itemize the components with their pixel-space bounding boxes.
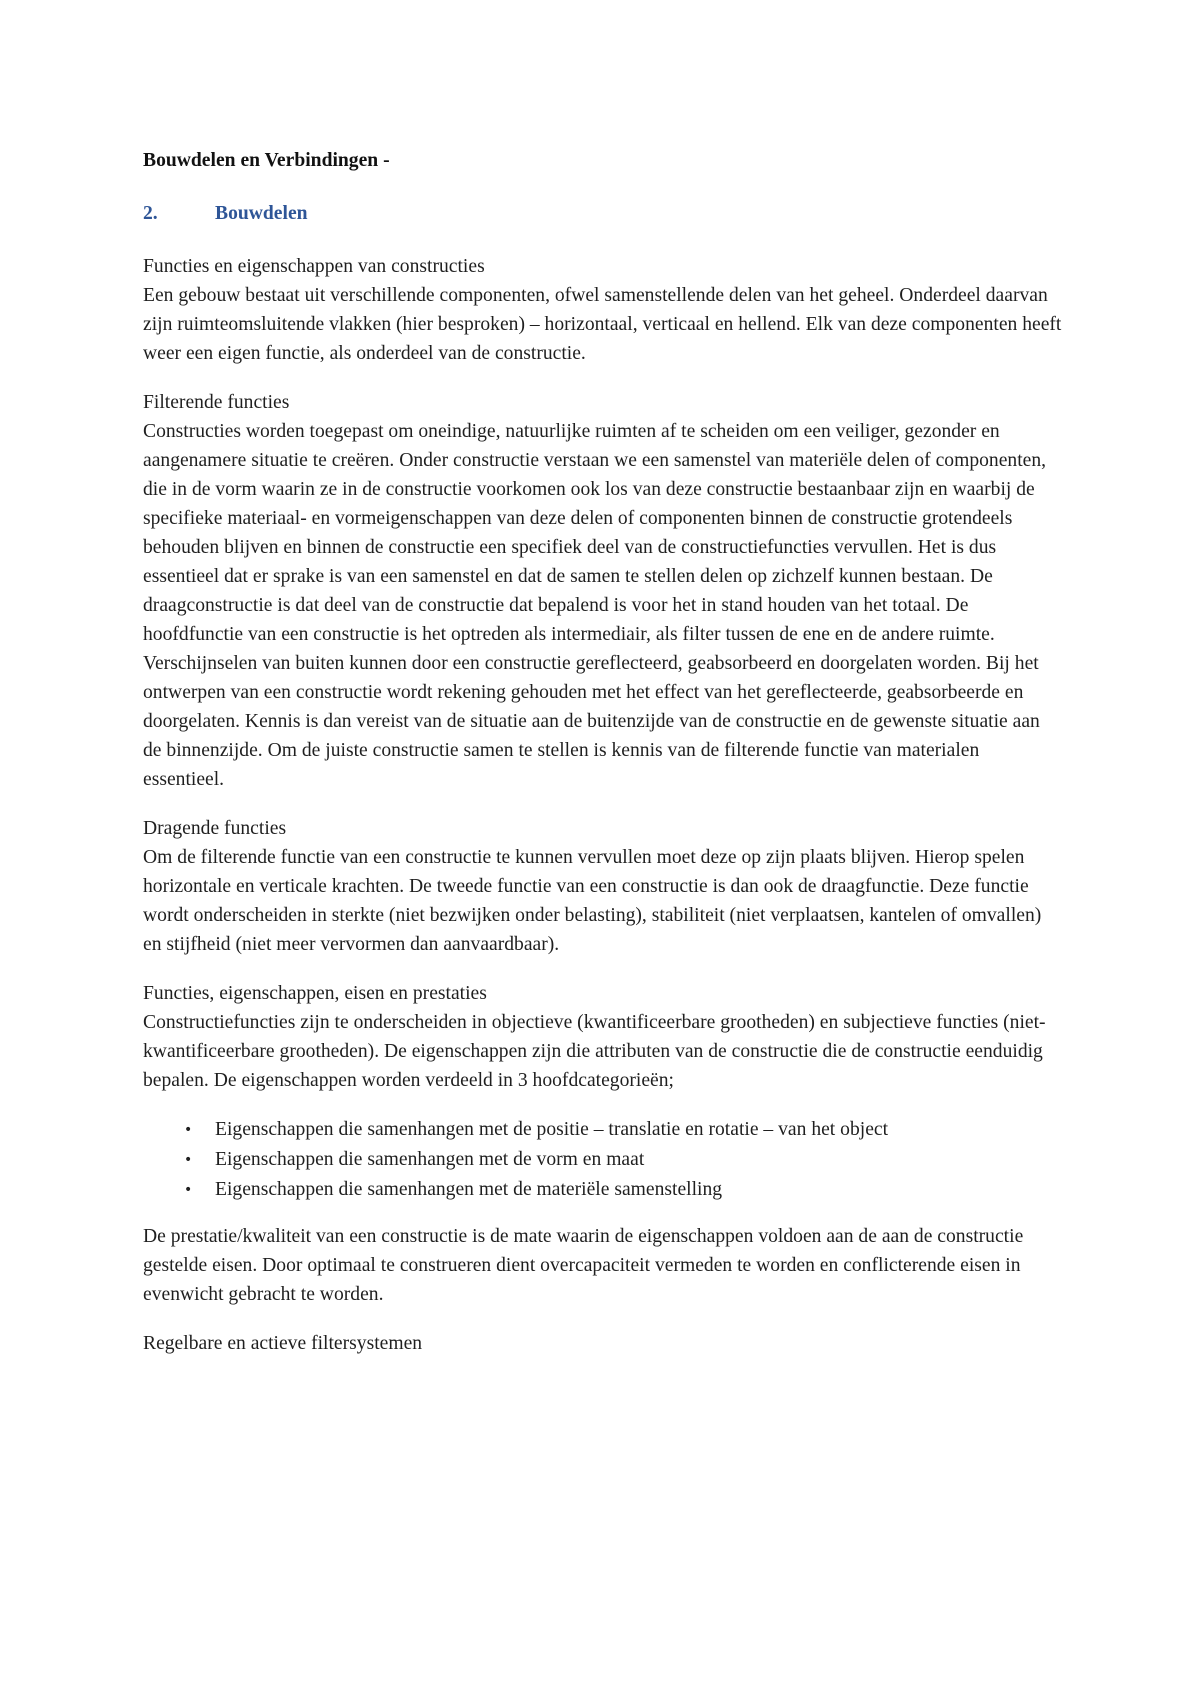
block-heading: Functies en eigenschappen van constructies <box>143 256 485 277</box>
list-item-text: Eigenschappen die samenhangen met de materiële samenstelling <box>215 1179 723 1200</box>
list-item-text: Eigenschappen die samenhangen met de vorm en maat <box>215 1149 645 1170</box>
list-item <box>143 1175 1063 1205</box>
block-heading: Dragende functies <box>143 818 287 839</box>
section-heading <box>143 199 1063 228</box>
block-functies-en-eigenschappen <box>143 252 1063 368</box>
document-content <box>143 146 1063 1358</box>
list-item <box>143 1145 1063 1175</box>
final-heading: Regelbare en actieve filtersystemen <box>143 1333 423 1354</box>
block-functies-eigenschappen-eisen <box>143 979 1063 1095</box>
bullet-list <box>143 1115 1063 1205</box>
block-paragraph: Constructies worden toegepast om oneindige, natuurlijke ruimten af te scheiden om een veiliger, gezonder en aangenamere situatie te creëren. Onder constructie verstaan we een samenstel van materiële delen of componenten, die in de vorm waarin ze in de constructie voorkomen ook los van deze constructie bestaanbaar zijn en waarbij de specifieke materiaal- en vormeigenschappen van deze delen of componenten binnen de constructie grotendeels behouden blijven en binnen de constructie een specifiek deel van de constructiefuncties vervullen. Het is dus essentieel dat er sprake is van een samenstel en dat de samen te stellen delen op zichzelf kunnen bestaan. De draagconstructie is dat deel van de constructie dat bepalend is voor het in stand houden van het totaal. De hoofdfunctie van een constructie is het optreden als intermediair, als filter tussen de ene en de andere ruimte. Verschijnselen van buiten kunnen door een constructie gereflecteerd, geabsorbeerd en doorgelaten worden. Bij het ontwerpen van een constructie wordt rekening gehouden met het effect van het gereflecteerde, geabsorbeerde en doorgelaten. Kennis is dan vereist van de situatie aan de buitenzijde van de constructie en de gewenste situatie aan de binnenzijde. Om de juiste constructie samen te stellen is kennis van de filterende functie van materialen essentieel. <box>143 421 1047 790</box>
block-dragende-functies <box>143 814 1063 959</box>
bullet-icon: • <box>184 1182 193 1198</box>
block-filterende-functies <box>143 388 1063 794</box>
bullet-icon: • <box>184 1122 193 1138</box>
block-heading: Functies, eigenschappen, eisen en prestaties <box>143 983 487 1004</box>
list-item-text: Eigenschappen die samenhangen met de positie – translatie en rotatie – van het object <box>215 1119 889 1140</box>
block-paragraph: Een gebouw bestaat uit verschillende componenten, ofwel samenstellende delen van het geheel. Onderdeel daarvan zijn ruimteomsluitende vlakken (hier besproken) – horizontaal, verticaal en hellend. Elk van deze componenten heeft weer een eigen functie, als onderdeel van de constructie. <box>143 285 1062 364</box>
section-title: Bouwdelen <box>215 203 308 224</box>
list-item <box>143 1115 1063 1145</box>
document-title: Bouwdelen en Verbindingen - <box>143 150 390 171</box>
block-heading: Filterende functies <box>143 392 290 413</box>
block-paragraph: Om de filterende functie van een constructie te kunnen vervullen moet deze op zijn plaats blijven. Hierop spelen horizontale en verticale krachten. De tweede functie van een constructie is dan ook de draagfunctie. Deze functie wordt onderscheiden in sterkte (niet bezwijken onder belasting), stabiliteit (niet verplaatsen, kantelen of omvallen) en stijfheid (niet meer vervormen dan aanvaardbaar). <box>143 847 1042 955</box>
block-paragraph: Constructiefuncties zijn te onderscheiden in objectieve (kwantificeerbare grootheden) en subjectieve functies (niet-kwantificeerbare grootheden). De eigenschappen zijn die attributen van de constructie die de constructie eenduidig bepalen. De eigenschappen worden verdeeld in 3 hoofdcategorieën; <box>143 1012 1046 1091</box>
bullet-icon: • <box>184 1152 193 1168</box>
section-number: 2. <box>143 203 158 224</box>
closing-paragraph: De prestatie/kwaliteit van een constructie is de mate waarin de eigenschappen voldoen aan de aan de constructie gestelde eisen. Door optimaal te construeren dient overcapaciteit vermeden te worden en conflicterende eisen in evenwicht gebracht te worden. <box>143 1226 1024 1305</box>
